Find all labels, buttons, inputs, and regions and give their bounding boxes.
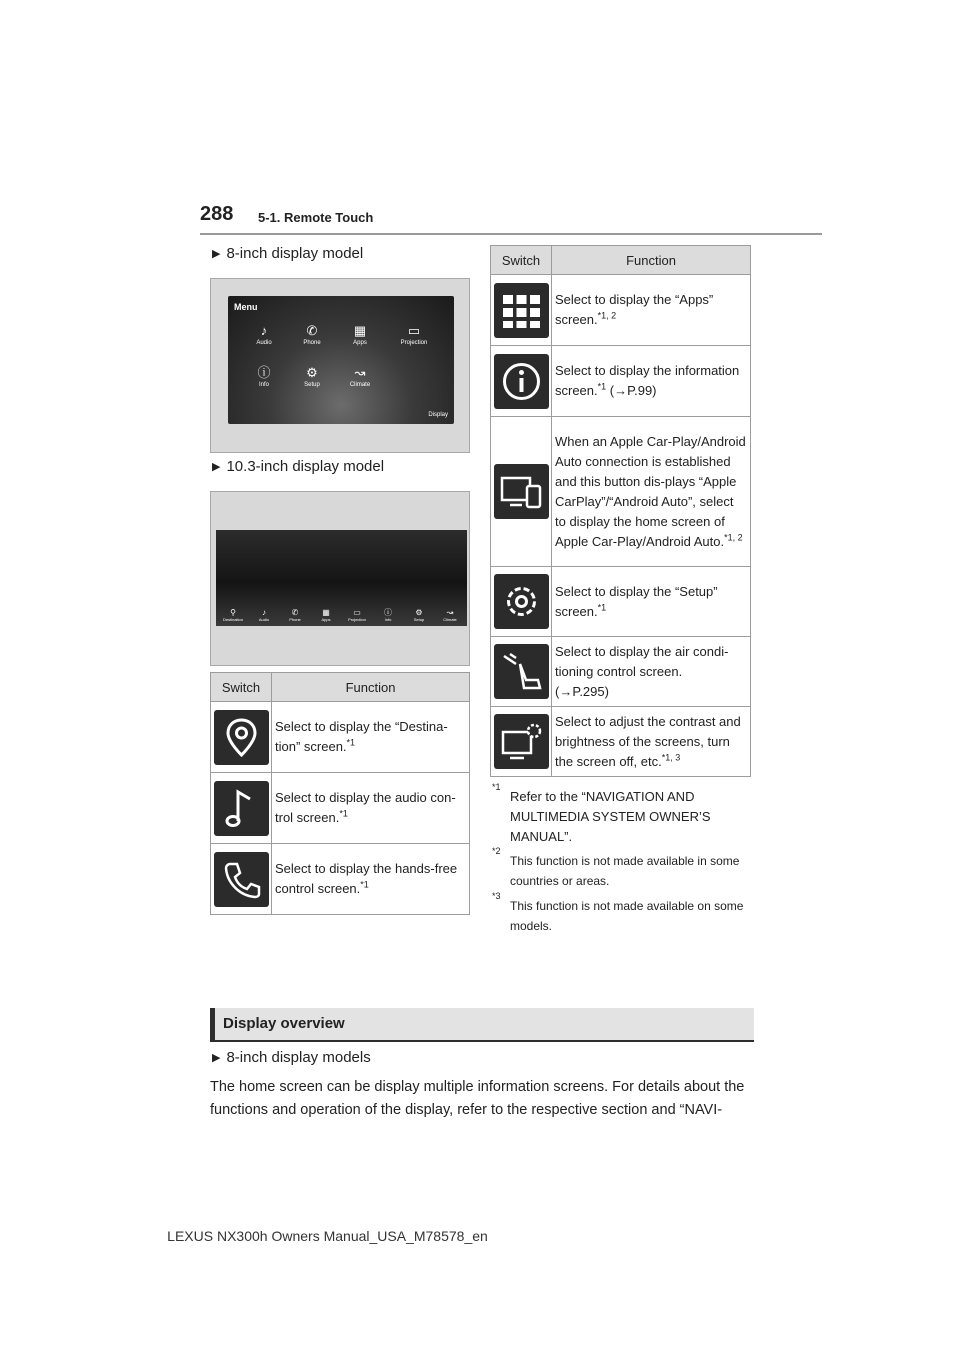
bullet-8inch-model: ▶ 8-inch display model — [212, 245, 364, 262]
row-note: *1 — [597, 602, 607, 613]
music-note-icon — [214, 781, 269, 836]
row-note: *1 — [360, 879, 369, 890]
climate-seat-icon — [494, 644, 549, 699]
table-row — [211, 844, 470, 915]
phone-handset-icon — [214, 852, 269, 907]
destination-pin-icon — [214, 710, 269, 765]
header-rule — [200, 233, 822, 235]
menu-display: Display — [428, 412, 448, 418]
menu-title: Menu — [234, 302, 258, 312]
climate-seat-icon: ↝ — [446, 608, 454, 617]
switch-table-left — [210, 672, 470, 915]
column-header-function: Function — [552, 246, 751, 275]
screen-image-103inch — [210, 491, 470, 666]
display-settings-icon — [494, 714, 549, 769]
wide-audio: ♪ Audio — [251, 608, 277, 622]
projection-icon: ▭ — [407, 323, 421, 338]
destination-pin-icon: ⚲ — [230, 608, 236, 617]
row-function-text: Select to display the information screen. — [555, 363, 740, 398]
row-note: *1 — [346, 737, 356, 748]
menu-audio: ♪ Audio — [244, 324, 284, 346]
row-note: *1 — [597, 381, 607, 392]
row-note: *1 — [339, 808, 348, 819]
table-row — [491, 637, 751, 707]
table-header-row — [491, 246, 751, 275]
row-note: *1, 2 — [597, 310, 617, 321]
table-row — [211, 702, 470, 773]
wide-info: ⓘ Info — [375, 608, 401, 622]
wide-destination: ⚲ Destination — [220, 608, 246, 622]
phone-handset-icon: ✆ — [291, 608, 299, 617]
table-header-row — [211, 673, 470, 702]
row-function-text: Select to display the audio con-trol screen. — [275, 790, 456, 825]
page-number: 288 — [200, 203, 234, 225]
wide-setup: ⚙ Setup — [406, 608, 432, 622]
row-page-reference[interactable]: (→P.99) — [609, 383, 657, 398]
projection-icon: ▭ — [353, 608, 361, 617]
row-function-text: Select to display the hands-free control screen. — [275, 861, 458, 896]
table-row — [491, 346, 751, 417]
column-header-switch: Switch — [491, 246, 552, 275]
menu-screen — [228, 296, 454, 424]
row-function-text: When an Apple Car-Play/Android Auto connection is established and this button dis-plays “Apple CarPlay”/“Android Auto”, select to display the home screen of Apple Car-Play/Android Auto. — [555, 433, 746, 549]
music-note-icon: ♪ — [262, 608, 266, 617]
triangle-bullet-icon: ▶ — [212, 461, 221, 473]
table-row — [491, 567, 751, 637]
projection-icon — [494, 464, 549, 519]
wide-phone: ✆ Phone — [282, 608, 308, 622]
table-row — [491, 417, 751, 567]
footnote-1: *1 Refer to the “NAVIGATION AND MULTIMEDIA SYSTEM OWNER’S MANUAL”. — [492, 782, 711, 844]
row-function-text: Select to display the “Setup” screen. — [555, 583, 718, 619]
menu-climate: ↝ Climate — [340, 366, 380, 388]
table-row — [211, 773, 470, 844]
menu-projection: ▭ Projection — [394, 324, 434, 346]
footnote-3: *3 This function is not made available on some models. — [492, 891, 744, 933]
menu-phone: ✆ Phone — [292, 324, 332, 346]
wide-projection: ▭ Projection — [344, 608, 370, 622]
column-header-switch: Switch — [211, 673, 272, 702]
wide-screen — [216, 530, 467, 626]
climate-seat-icon: ↝ — [354, 365, 366, 380]
menu-apps: ▦ Apps — [340, 324, 380, 346]
row-note: *1, 2 — [724, 532, 743, 543]
row-function-text: Select to display the air condi-tioning control screen. — [555, 643, 729, 679]
page-footer: LEXUS NX300h Owners Manual_USA_M78578_en — [167, 1228, 488, 1244]
phone-handset-icon: ✆ — [306, 323, 318, 338]
footnote-2: *2 This function is not made available in some countries or areas. — [492, 846, 740, 888]
setup-gear-icon — [494, 574, 549, 629]
row-page-reference[interactable]: (→P.295) — [555, 683, 609, 699]
row-note: *1, 3 — [661, 752, 681, 763]
triangle-bullet-icon: ▶ — [212, 1052, 221, 1064]
column-header-function: Function — [272, 673, 470, 702]
gear-icon: ⚙ — [415, 608, 423, 617]
screen-image-8inch — [210, 278, 470, 453]
bullet-8inch-models: ▶ 8-inch display models — [212, 1049, 371, 1066]
triangle-bullet-icon: ▶ — [212, 248, 221, 260]
apps-grid-icon: ▦ — [322, 608, 330, 617]
table-row — [491, 275, 751, 346]
info-icon: ⓘ — [384, 608, 392, 617]
row-function-text: Select to display the “Destina-tion” screen. — [275, 719, 448, 754]
gear-icon: ⚙ — [306, 365, 318, 380]
info-icon: ⓘ — [257, 365, 271, 380]
menu-info: ⓘ Info — [244, 366, 284, 388]
bullet-103inch-model: ▶ 10.3-inch display model — [212, 458, 385, 475]
section-title: 5-1. Remote Touch — [258, 210, 374, 225]
apps-grid-icon: ▦ — [353, 323, 367, 338]
wide-climate: ↝ Climate — [437, 608, 463, 622]
section-heading-display-overview: Display overview — [210, 1008, 754, 1042]
row-function-text: Select to display the “Apps” screen. — [555, 292, 714, 327]
switch-table-right — [490, 245, 751, 777]
music-note-icon: ♪ — [260, 323, 268, 338]
info-icon — [494, 354, 549, 409]
apps-grid-icon — [494, 283, 549, 338]
menu-setup: ⚙ Setup — [292, 366, 332, 388]
wide-apps: ▦ Apps — [313, 608, 339, 622]
row-function-text: Select to adjust the contrast and brightness of the screens, turn the screen off, etc. — [555, 713, 741, 769]
overview-body-text: The home screen can be display multiple information screens. For details about the functions and operation of the display, refer to the respective section and “NAVI- — [210, 1079, 745, 1118]
table-row — [491, 707, 751, 777]
